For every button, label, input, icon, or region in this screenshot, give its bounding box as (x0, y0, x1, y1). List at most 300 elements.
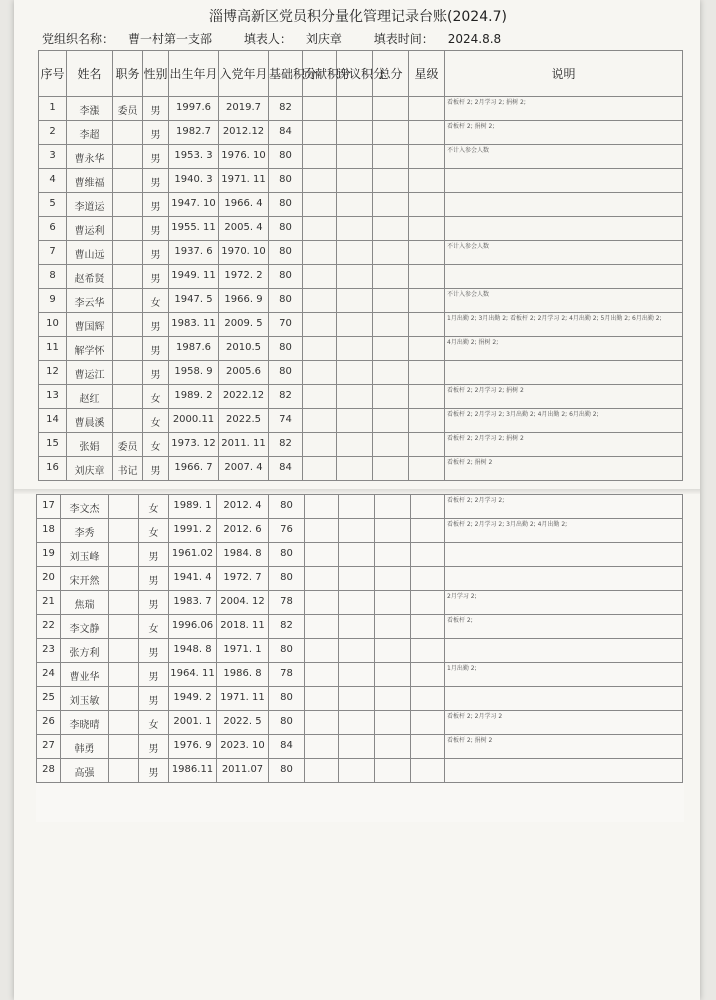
table-row (39, 313, 683, 337)
cell-base: 80 (269, 145, 303, 169)
cell-star (409, 457, 445, 481)
cell-birth: 1989. 2 (169, 385, 219, 409)
cell-name: 曹晨溪 (67, 409, 113, 433)
cell-base: 80 (269, 217, 303, 241)
table-row (39, 121, 683, 145)
cell-review (337, 145, 373, 169)
cell-role: 委员 (113, 97, 143, 121)
cell-total (373, 457, 409, 481)
cell-base: 80 (269, 193, 303, 217)
cell-role (109, 639, 139, 663)
cell-sex: 男 (143, 217, 169, 241)
cell-total (375, 495, 411, 519)
cell-birth: 1948. 8 (169, 639, 217, 663)
cell-role (109, 663, 139, 687)
cell-note: 看板杆 2; 捐树 2 (445, 457, 683, 481)
cell-base: 80 (269, 711, 305, 735)
cell-join: 2007. 4 (219, 457, 269, 481)
org-label-text: 党组织名称： (42, 32, 115, 46)
cell-star (411, 495, 445, 519)
cell-birth: 1986.11 (169, 759, 217, 783)
cell-total (373, 385, 409, 409)
cell-no: 26 (37, 711, 61, 735)
cell-base: 80 (269, 759, 305, 783)
header-cell: 说明 (445, 51, 683, 97)
header-cell: 性别 (143, 51, 169, 97)
cell-base: 80 (269, 241, 303, 265)
cell-review (337, 289, 373, 313)
cell-join: 2012.12 (219, 121, 269, 145)
cell-birth: 1991. 2 (169, 519, 217, 543)
cell-join: 1986. 8 (217, 663, 269, 687)
table-row (37, 759, 683, 783)
table-row (39, 217, 683, 241)
cell-note: 2月学习 2; (445, 591, 683, 615)
cell-name: 李文杰 (61, 495, 109, 519)
record-table-top (38, 50, 683, 481)
cell-base: 82 (269, 433, 303, 457)
cell-review (339, 495, 375, 519)
cell-no: 7 (39, 241, 67, 265)
cell-total (373, 145, 409, 169)
cell-join: 2022.5 (219, 409, 269, 433)
cell-no: 1 (39, 97, 67, 121)
cell-note (445, 639, 683, 663)
cell-star (409, 289, 445, 313)
cell-star (411, 591, 445, 615)
cell-name: 李晓晴 (61, 711, 109, 735)
cell-sex: 男 (139, 735, 169, 759)
cell-contrib (305, 567, 339, 591)
cell-sex: 男 (143, 169, 169, 193)
cell-note: 不计入参会人数 (445, 241, 683, 265)
cell-contrib (303, 433, 337, 457)
cell-role (113, 265, 143, 289)
cell-star (409, 337, 445, 361)
cell-star (409, 265, 445, 289)
cell-star (409, 121, 445, 145)
filler (244, 32, 356, 46)
header-cell: 星级 (409, 51, 445, 97)
cell-contrib (303, 265, 337, 289)
table-row (39, 433, 683, 457)
cell-sex: 男 (143, 145, 169, 169)
filler-name: 刘庆章 (305, 32, 342, 46)
cell-base: 84 (269, 457, 303, 481)
cell-review (339, 567, 375, 591)
cell-total (373, 241, 409, 265)
cell-note (445, 169, 683, 193)
cell-note (445, 687, 683, 711)
cell-review (339, 663, 375, 687)
cell-role (113, 289, 143, 313)
cell-no: 4 (39, 169, 67, 193)
header-cell: 入党年月 (219, 51, 269, 97)
cell-note (445, 567, 683, 591)
cell-note: 不计入参会人数 (445, 145, 683, 169)
header-cell: 序号 (39, 51, 67, 97)
cell-join: 2019.7 (219, 97, 269, 121)
cell-star (409, 97, 445, 121)
table-row (37, 663, 683, 687)
cell-contrib (305, 543, 339, 567)
cell-contrib (303, 169, 337, 193)
cell-total (373, 337, 409, 361)
header-row (39, 51, 683, 97)
cell-name: 高强 (61, 759, 109, 783)
cell-join: 2023. 10 (217, 735, 269, 759)
cell-review (337, 433, 373, 457)
cell-role (113, 361, 143, 385)
cell-join: 2010.5 (219, 337, 269, 361)
cell-no: 28 (37, 759, 61, 783)
cell-contrib (305, 519, 339, 543)
cell-name: 焦瑞 (61, 591, 109, 615)
cell-base: 80 (269, 543, 305, 567)
cell-role (113, 121, 143, 145)
cell-total (373, 265, 409, 289)
cell-note: 看板杆 2; 2月学习 2; 捐树 2; (445, 97, 683, 121)
cell-star (411, 639, 445, 663)
cell-review (339, 759, 375, 783)
cell-role (113, 145, 143, 169)
cell-review (337, 409, 373, 433)
cell-name: 曹运江 (67, 361, 113, 385)
cell-birth: 2001. 1 (169, 711, 217, 735)
cell-name: 曹维福 (67, 169, 113, 193)
cell-base: 78 (269, 591, 305, 615)
cell-contrib (303, 121, 337, 145)
cell-name: 李文静 (61, 615, 109, 639)
cell-birth: 2000.11 (169, 409, 219, 433)
cell-base: 74 (269, 409, 303, 433)
table-row (39, 97, 683, 121)
cell-no: 20 (37, 567, 61, 591)
cell-contrib (303, 337, 337, 361)
cell-birth: 1987.6 (169, 337, 219, 361)
cell-base: 82 (269, 385, 303, 409)
cell-role (109, 759, 139, 783)
cell-join: 1984. 8 (217, 543, 269, 567)
table-row (39, 337, 683, 361)
cell-name: 张娟 (67, 433, 113, 457)
cell-birth: 1955. 11 (169, 217, 219, 241)
cell-sex: 男 (143, 313, 169, 337)
cell-base: 80 (269, 567, 305, 591)
header-cell: 贡献积分 (303, 51, 337, 97)
cell-total (373, 217, 409, 241)
cell-role (113, 169, 143, 193)
cell-note: 看板杆 2; 2月学习 2; 捐树 2 (445, 385, 683, 409)
cell-note: 看板杆 2; 2月学习 2; (445, 495, 683, 519)
cell-note: 看板杆 2; 2月学习 2; 3月出勤 2; 4月出勤 2; 6月出勤 2; (445, 409, 683, 433)
cell-no: 27 (37, 735, 61, 759)
cell-birth: 1937. 6 (169, 241, 219, 265)
cell-no: 13 (39, 385, 67, 409)
cell-sex: 女 (143, 385, 169, 409)
cell-note: 看板杆 2; 2月学习 2; 捐树 2 (445, 433, 683, 457)
cell-role (113, 385, 143, 409)
cell-total (375, 519, 411, 543)
cell-base: 80 (269, 361, 303, 385)
cell-birth: 1983. 11 (169, 313, 219, 337)
cell-note: 看板杆 2; 捐树 2; (445, 121, 683, 145)
cell-base: 80 (269, 337, 303, 361)
header-cell: 总分 (373, 51, 409, 97)
cell-base: 76 (269, 519, 305, 543)
cell-name: 赵红 (67, 385, 113, 409)
cell-star (411, 687, 445, 711)
cell-role (113, 409, 143, 433)
cell-review (339, 735, 375, 759)
cell-join: 2012. 6 (217, 519, 269, 543)
cell-contrib (305, 663, 339, 687)
cell-no: 24 (37, 663, 61, 687)
cell-base: 70 (269, 313, 303, 337)
cell-note: 看板杆 2; 2月学习 2; 3月出勤 2; 4月出勤 2; (445, 519, 683, 543)
cell-review (339, 591, 375, 615)
cell-name: 解学怀 (67, 337, 113, 361)
table-row (39, 193, 683, 217)
cell-no: 2 (39, 121, 67, 145)
cell-note (445, 193, 683, 217)
cell-note: 4月出勤 2; 捐树 2; (445, 337, 683, 361)
cell-no: 14 (39, 409, 67, 433)
cell-sex: 男 (143, 337, 169, 361)
table-row (39, 409, 683, 433)
cell-star (411, 759, 445, 783)
cell-star (409, 241, 445, 265)
cell-name: 张方利 (61, 639, 109, 663)
cell-contrib (303, 97, 337, 121)
cell-name: 李云华 (67, 289, 113, 313)
cell-base: 80 (269, 495, 305, 519)
cell-name: 刘庆章 (67, 457, 113, 481)
cell-review (337, 97, 373, 121)
cell-contrib (305, 759, 339, 783)
cell-join: 2004. 12 (217, 591, 269, 615)
cell-sex: 男 (139, 567, 169, 591)
cell-join: 1966. 4 (219, 193, 269, 217)
cell-name: 刘玉敏 (61, 687, 109, 711)
org-name: 曹一村第一支部 (128, 32, 213, 46)
cell-sex: 男 (139, 543, 169, 567)
cell-birth: 1949. 2 (169, 687, 217, 711)
cell-star (411, 735, 445, 759)
cell-review (337, 457, 373, 481)
cell-base: 80 (269, 639, 305, 663)
cell-star (411, 711, 445, 735)
cell-star (409, 385, 445, 409)
cell-join: 1972. 2 (219, 265, 269, 289)
cell-contrib (303, 361, 337, 385)
cell-star (411, 543, 445, 567)
cell-sex: 男 (143, 361, 169, 385)
cell-total (375, 591, 411, 615)
cell-join: 1970. 10 (219, 241, 269, 265)
cell-contrib (305, 615, 339, 639)
cell-sex: 男 (139, 759, 169, 783)
cell-sex: 男 (139, 687, 169, 711)
cell-role (109, 567, 139, 591)
cell-sex: 女 (139, 495, 169, 519)
cell-total (375, 759, 411, 783)
cell-no: 11 (39, 337, 67, 361)
cell-no: 18 (37, 519, 61, 543)
cell-star (411, 615, 445, 639)
cell-contrib (305, 591, 339, 615)
cell-no: 15 (39, 433, 67, 457)
cell-no: 22 (37, 615, 61, 639)
cell-role (109, 711, 139, 735)
cell-contrib (303, 145, 337, 169)
cell-review (337, 385, 373, 409)
cell-total (373, 121, 409, 145)
cell-note: 1月出勤 2; 3月出勤 2; 看板杆 2; 2月学习 2; 4月出勤 2; 5月出勤 2; 6月出勤 2; (445, 313, 683, 337)
cell-no: 25 (37, 687, 61, 711)
cell-base: 84 (269, 121, 303, 145)
cell-review (337, 217, 373, 241)
cell-role (113, 241, 143, 265)
table-row (39, 289, 683, 313)
cell-contrib (303, 313, 337, 337)
cell-no: 16 (39, 457, 67, 481)
table-row (39, 457, 683, 481)
table-row (37, 639, 683, 663)
cell-total (373, 97, 409, 121)
cell-star (409, 193, 445, 217)
cell-base: 84 (269, 735, 305, 759)
cell-note (445, 265, 683, 289)
table-row (37, 711, 683, 735)
table-row (39, 241, 683, 265)
cell-join: 2018. 11 (217, 615, 269, 639)
cell-sex: 女 (139, 519, 169, 543)
cell-name: 韩勇 (61, 735, 109, 759)
cell-star (409, 433, 445, 457)
cell-note (445, 361, 683, 385)
cell-review (339, 711, 375, 735)
filler-label: 填表人： (243, 32, 292, 46)
cell-review (337, 361, 373, 385)
cell-review (337, 337, 373, 361)
cell-name: 李秀 (61, 519, 109, 543)
cell-name: 曹运利 (67, 217, 113, 241)
cell-no: 6 (39, 217, 67, 241)
cell-join: 2005.6 (219, 361, 269, 385)
cell-review (337, 313, 373, 337)
cell-total (373, 169, 409, 193)
cell-sex: 男 (143, 97, 169, 121)
cell-birth: 1940. 3 (169, 169, 219, 193)
org-label (42, 32, 226, 46)
cell-review (339, 639, 375, 663)
cell-no: 10 (39, 313, 67, 337)
cell-role (109, 591, 139, 615)
cell-sex: 男 (143, 265, 169, 289)
cell-join: 1971. 11 (219, 169, 269, 193)
cell-name: 刘玉峰 (61, 543, 109, 567)
cell-sex: 女 (139, 615, 169, 639)
cell-note (445, 217, 683, 241)
table-row (37, 735, 683, 759)
cell-base: 82 (269, 97, 303, 121)
cell-name: 赵希贤 (67, 265, 113, 289)
cell-sex: 男 (139, 663, 169, 687)
page-title: 淄博高新区党员积分量化管理记录台账(2024.7) (209, 9, 507, 25)
cell-role (109, 735, 139, 759)
table-row (37, 591, 683, 615)
cell-total (373, 193, 409, 217)
cell-total (375, 735, 411, 759)
cell-no: 23 (37, 639, 61, 663)
cell-sex: 女 (143, 409, 169, 433)
header-cell: 职务 (113, 51, 143, 97)
cell-join: 1976. 10 (219, 145, 269, 169)
cell-join: 2022. 5 (217, 711, 269, 735)
cell-note (445, 759, 683, 783)
table-row (39, 145, 683, 169)
cell-birth: 1964. 11 (169, 663, 217, 687)
record-table-bottom (36, 494, 683, 783)
cell-join: 2011. 11 (219, 433, 269, 457)
cell-join: 1971. 11 (217, 687, 269, 711)
table-row (37, 519, 683, 543)
cell-total (375, 543, 411, 567)
cell-contrib (303, 217, 337, 241)
cell-role (113, 337, 143, 361)
cell-no: 8 (39, 265, 67, 289)
cell-review (337, 265, 373, 289)
cell-contrib (303, 409, 337, 433)
cell-star (411, 519, 445, 543)
cell-role (113, 193, 143, 217)
cell-name: 李道运 (67, 193, 113, 217)
cell-base: 80 (269, 687, 305, 711)
cell-total (375, 687, 411, 711)
cell-star (409, 361, 445, 385)
cell-sex: 男 (143, 241, 169, 265)
cell-review (339, 615, 375, 639)
cell-star (409, 145, 445, 169)
cell-birth: 1947. 5 (169, 289, 219, 313)
cell-contrib (305, 735, 339, 759)
cell-star (409, 217, 445, 241)
cell-note: 看板杆 2; (445, 615, 683, 639)
header-cell: 出生年月 (169, 51, 219, 97)
header-cell: 评议积分 (337, 51, 373, 97)
cell-contrib (305, 711, 339, 735)
cell-role (109, 687, 139, 711)
cell-total (373, 409, 409, 433)
cell-review (339, 687, 375, 711)
cell-name: 曹业华 (61, 663, 109, 687)
header-cell: 基础积分 (269, 51, 303, 97)
cell-role (109, 519, 139, 543)
cell-total (375, 663, 411, 687)
cell-no: 19 (37, 543, 61, 567)
cell-birth: 1953. 3 (169, 145, 219, 169)
cell-sex: 男 (139, 591, 169, 615)
cell-sex: 男 (143, 457, 169, 481)
table-row (39, 385, 683, 409)
cell-star (409, 169, 445, 193)
cell-total (375, 639, 411, 663)
cell-join: 2012. 4 (217, 495, 269, 519)
cell-role: 委员 (113, 433, 143, 457)
table-row (39, 265, 683, 289)
cell-birth: 1983. 7 (169, 591, 217, 615)
